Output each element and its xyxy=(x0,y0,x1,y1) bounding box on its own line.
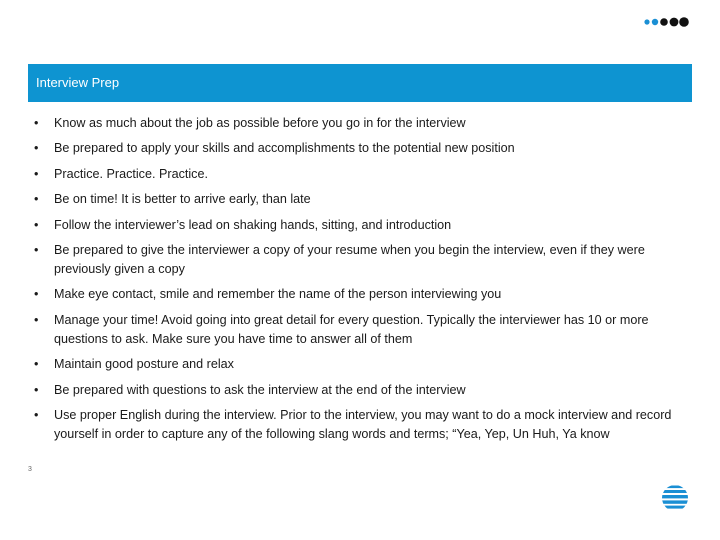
bullet-list xyxy=(34,114,694,450)
bullet-item: • Know as much about the job as possible before you go in for the interview xyxy=(34,114,694,133)
bullet-item: • Be on time! It is better to arrive early, than late xyxy=(34,190,694,209)
globe-logo-icon xyxy=(661,484,689,512)
bullet-item: • Use proper English during the interview. Prior to the interview, you may want to do a mock interview and record yourself in order to capture any of the following slang words and terms; “Yea, Yep, Un Huh, Ya know xyxy=(34,406,694,444)
page-number: 3 xyxy=(28,466,32,473)
bullet-item: • Maintain good posture and relax xyxy=(34,355,694,374)
bullet-item: • Be prepared to give the interviewer a copy of your resume when you begin the interview, even if they were previously given a copy xyxy=(34,241,694,279)
bullet-item: • Follow the interviewer’s lead on shaking hands, sitting, and introduction xyxy=(34,216,694,235)
bullet-item: • Be prepared to apply your skills and accomplishments to the potential new position xyxy=(34,139,694,158)
bullet-item: • Practice. Practice. Practice. xyxy=(34,165,694,184)
slide-title: Interview Prep xyxy=(36,75,120,90)
bullet-item: • Manage your time! Avoid going into great detail for every question. Typically the interviewer has 10 or more questions to ask. Make sure you have time to answer all of them xyxy=(34,311,694,349)
header-bar xyxy=(28,64,692,102)
bullet-item: • Be prepared with questions to ask the interview at the end of the interview xyxy=(34,381,694,400)
dots-logo-icon xyxy=(642,12,690,32)
bullet-item: • Make eye contact, smile and remember the name of the person interviewing you xyxy=(34,285,694,304)
